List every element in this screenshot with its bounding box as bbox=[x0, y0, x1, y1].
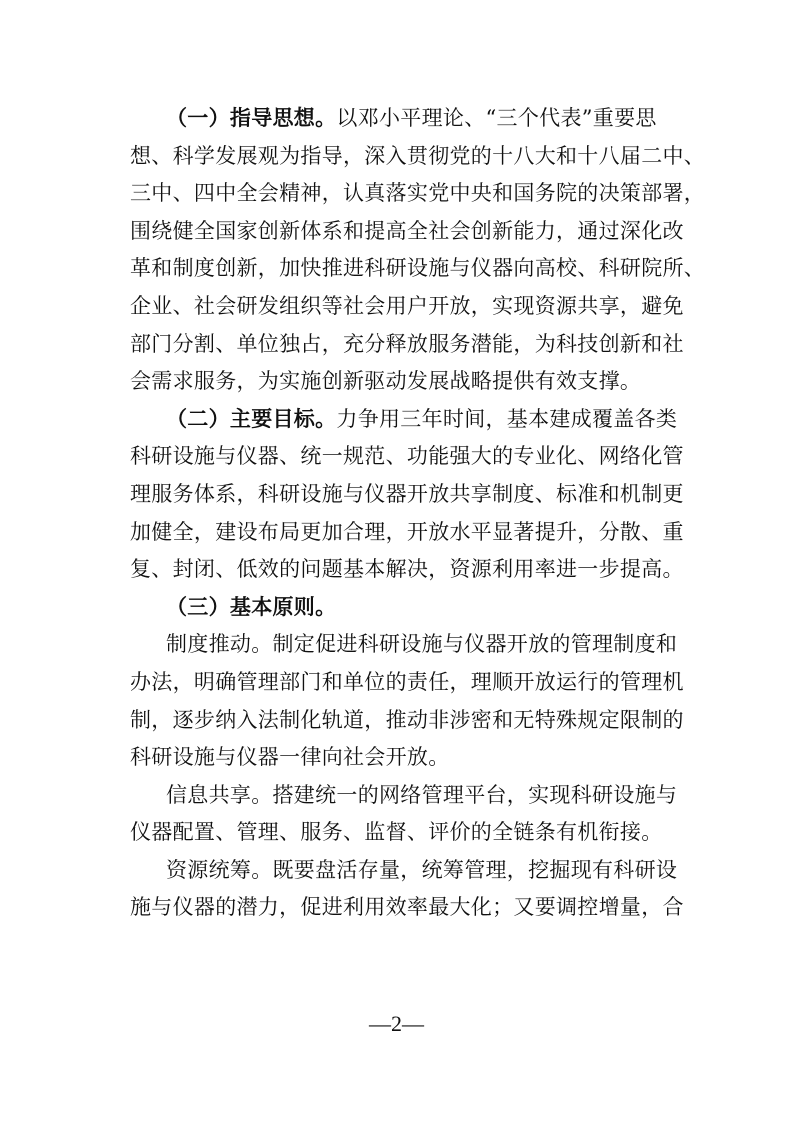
paragraph-line: 科研设施与仪器、统一规范、功能强大的专业化、网络化管 bbox=[130, 444, 684, 469]
paragraph-line: 想、科学发展观为指导，深入贯彻党的十八大和十八届二中、 bbox=[130, 143, 706, 168]
paragraph-line: 资源统筹。既要盘活存量，统筹管理，挖掘现有科研设 bbox=[166, 857, 678, 882]
paragraph-line: （二）主要目标。力争用三年时间，基本建成覆盖各类 bbox=[166, 406, 678, 431]
paragraph-line: 仪器配置、管理、服务、监督、评价的全链条有机衔接。 bbox=[130, 820, 663, 845]
paragraph-line: 会需求服务，为实施创新驱动发展战略提供有效支撑。 bbox=[130, 369, 642, 394]
paragraph-line: 部门分割、单位独占，充分释放服务潜能，为科技创新和社 bbox=[130, 331, 684, 356]
body-text bbox=[130, 100, 706, 927]
paragraph-line: 科研设施与仪器一律向社会开放。 bbox=[130, 745, 450, 770]
paragraph-line: （一）指导思想。以邓小平理论、“三个代表”重要思 bbox=[166, 106, 657, 130]
paragraph-line: 信息共享。搭建统一的网络管理平台，实现科研设施与 bbox=[166, 782, 678, 807]
paragraph-guiding-ideology bbox=[130, 100, 706, 401]
paragraph-line: 制，逐步纳入法制化轨道，推动非涉密和无特殊规定限制的 bbox=[130, 707, 684, 732]
paragraph-line: 三中、四中全会精神，认真落实党中央和国务院的决策部署， bbox=[130, 181, 706, 206]
paragraph-institutional-drive bbox=[130, 626, 684, 776]
section-heading: （三）基本原则。 bbox=[166, 594, 337, 619]
paragraph-line: 革和制度创新，加快推进科研设施与仪器向高校、科研院所、 bbox=[130, 256, 706, 281]
paragraph-information-sharing bbox=[130, 777, 678, 852]
paragraph-line: 加健全，建设布局更加合理，开放水平显著提升，分散、重 bbox=[130, 519, 684, 544]
paragraph-line: 企业、社会研发组织等社会用户开放，实现资源共享，避免 bbox=[130, 293, 684, 318]
paragraph-resource-coordination bbox=[130, 852, 684, 927]
page-number: —2— bbox=[369, 1011, 424, 1036]
paragraph-line: 围绕健全国家创新体系和提高全社会创新能力，通过深化改 bbox=[130, 218, 684, 243]
paragraph-main-goals bbox=[130, 401, 684, 589]
section-heading: （二）主要目标。 bbox=[166, 406, 337, 431]
paragraph-line: 制度推动。制定促进科研设施与仪器开放的管理制度和 bbox=[166, 632, 678, 657]
paragraph-line bbox=[130, 589, 675, 627]
paragraph-line: 施与仪器的潜力，促进利用效率最大化；又要调控增量，合 bbox=[130, 895, 684, 920]
paragraph-line: 理服务体系，科研设施与仪器开放共享制度、标准和机制更 bbox=[130, 481, 684, 506]
section-heading: （一）指导思想。 bbox=[166, 106, 337, 130]
paragraph-basic-principles bbox=[130, 589, 675, 627]
paragraph-line: 办法，明确管理部门和单位的责任，理顺开放运行的管理机 bbox=[130, 669, 684, 694]
paragraph-line: 复、封闭、低效的问题基本解决，资源利用率进一步提高。 bbox=[130, 557, 684, 582]
